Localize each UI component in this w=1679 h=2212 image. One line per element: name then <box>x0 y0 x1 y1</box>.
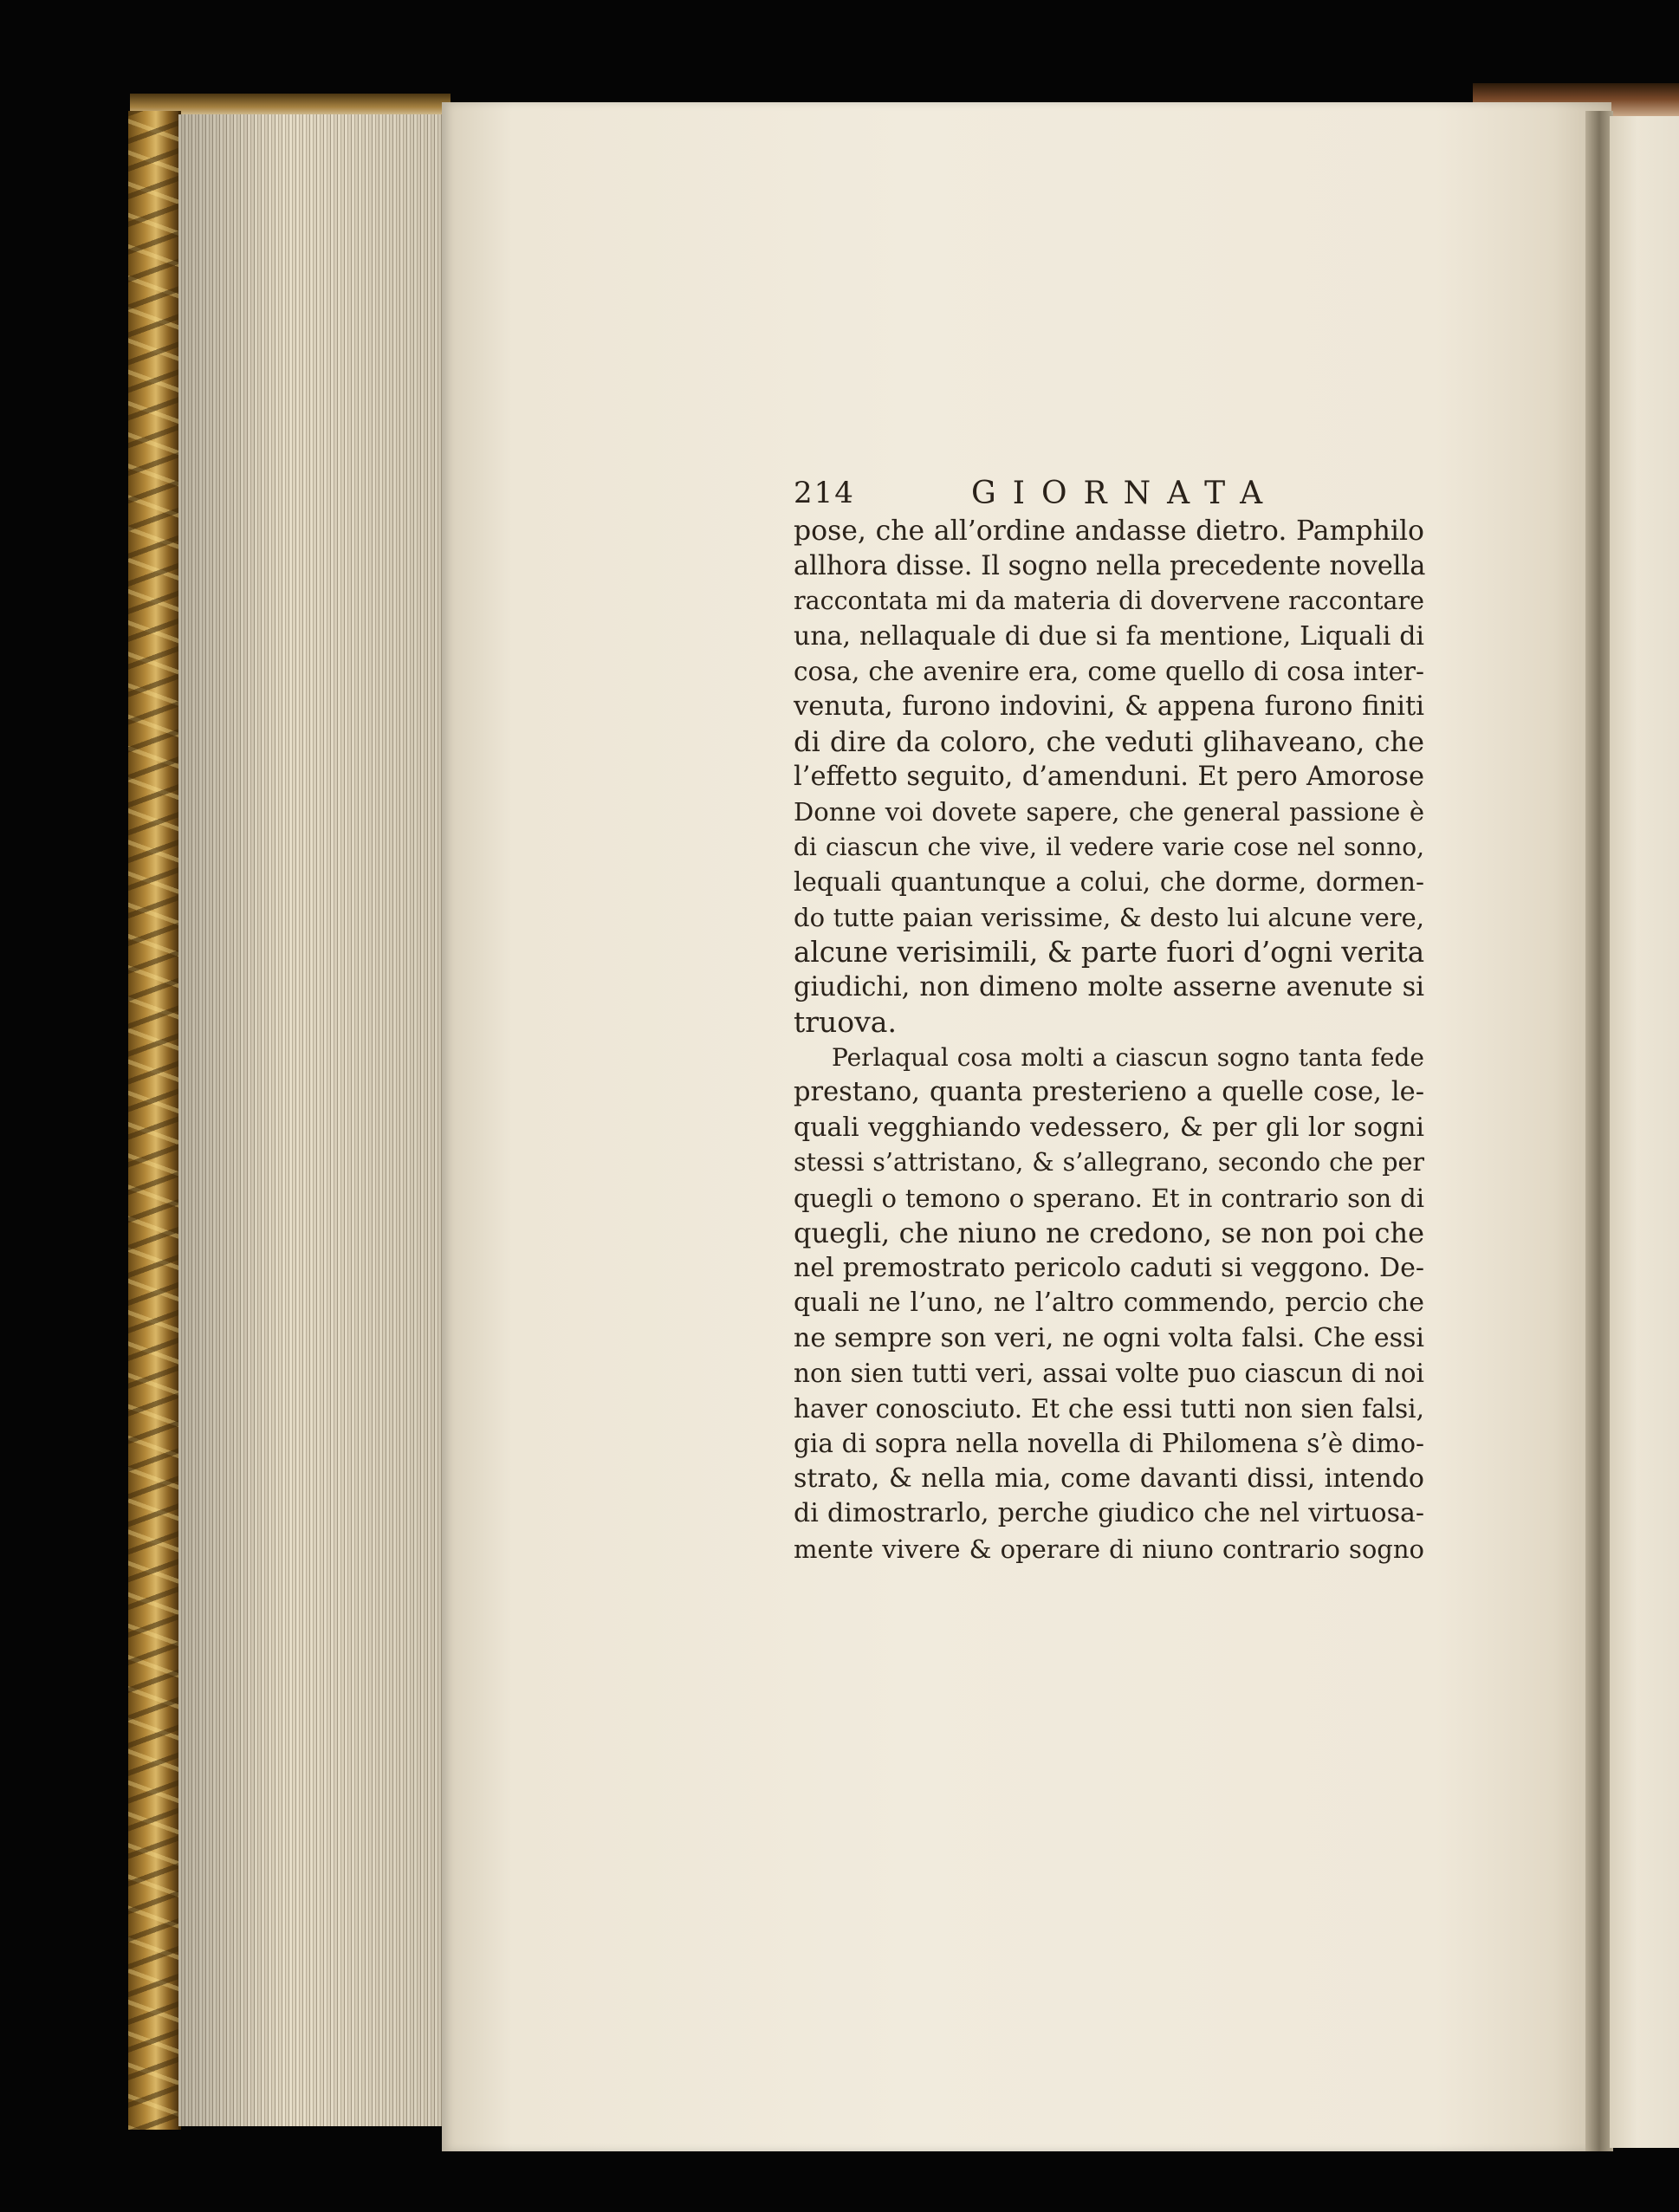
text-line: nel premostrato pericolo caduti si veggono. De- <box>794 1252 1424 1283</box>
text-line: truova. <box>794 1005 897 1039</box>
text-line: di dimostrarlo, perche giudico che nel virtuosa- <box>794 1498 1424 1528</box>
page-number: 214 <box>794 476 855 510</box>
text-line: una, nellaquale di due si fa mentione, Liquali di <box>794 620 1424 652</box>
page-stack-edges <box>178 114 456 2126</box>
text-line: lequali quantunque a colui, che dorme, dormen- <box>794 867 1424 897</box>
text-line: l’effetto seguito, d’amenduni. Et pero Amorose <box>794 761 1424 792</box>
text-line: alcune verisimili, & parte fuori d’ogni verita <box>794 936 1425 969</box>
text-line: quali vegghiando vedessero, & per gli lor sogni <box>794 1112 1424 1143</box>
text-line: non sien tutti veri, assai volte puo ciascun di noi <box>794 1359 1424 1388</box>
text-line: ne sempre son veri, ne ogni volta falsi. Che essi <box>794 1322 1424 1353</box>
text-line: haver conosciuto. Et che essi tutti non sien falsi, <box>794 1393 1424 1424</box>
text-line: Perlaqual cosa molti a ciascun sogno tanta fede <box>832 1042 1424 1072</box>
text-line: venuta, furono indovini, & appena furono finiti <box>794 691 1424 722</box>
text-line: quegli, che niuno ne credono, se non poi che <box>794 1216 1424 1249</box>
text-line: allhora disse. Il sogno nella precedente novella <box>794 550 1426 581</box>
text-line: raccontata mi da materia di dovervene raccontare <box>794 587 1424 615</box>
text-block <box>794 472 1424 1567</box>
text-line: do tutte paian verissime, & desto lui alcune vere, <box>794 902 1424 932</box>
running-head: GIORNATA <box>971 476 1280 511</box>
text-line: strato, & nella mia, come davanti dissi, intendo <box>794 1463 1424 1494</box>
text-line: prestano, quanta presterieno a quelle cose, le- <box>794 1077 1424 1107</box>
text-line: stessi s’attristano, & s’allegrano, secondo che per <box>794 1148 1424 1177</box>
page-header <box>794 472 1424 514</box>
text-line: pose, che all’ordine andasse dietro. Pamphilo <box>794 516 1424 547</box>
text-line: mente vivere & operare di niuno contrario sogno <box>794 1534 1424 1564</box>
text-line: Donne voi dovete sapere, che general passione è <box>794 797 1424 827</box>
facing-page-edge <box>1610 116 1679 2148</box>
gilt-page-edge <box>128 111 181 2130</box>
text-line: cosa, che avenire era, come quello di cosa inter- <box>794 657 1424 686</box>
text-line: quegli o temono o sperano. Et in contrario son di <box>794 1183 1424 1213</box>
text-line: gia di sopra nella novella di Philomena s’è dimo- <box>794 1429 1424 1458</box>
text-line: quali ne l’uno, ne l’altro commendo, percio che <box>794 1288 1424 1318</box>
text-line: di ciascun che vive, il vedere varie cose nel sonno, <box>794 832 1424 861</box>
text-line: di dire da coloro, che veduti glihaveano, che <box>794 725 1424 758</box>
text-line: giudichi, non dimeno molte asserne avenute si <box>794 971 1424 1002</box>
